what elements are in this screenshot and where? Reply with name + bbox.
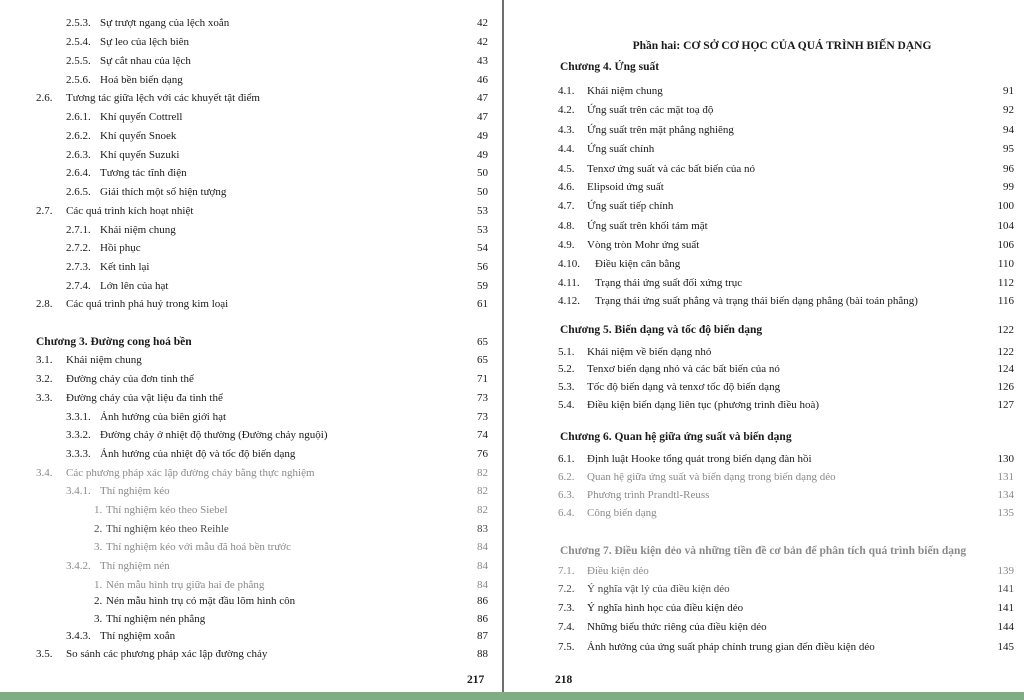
section-title: Đường chảy ở nhiệt độ thường (Đường chảy nguội) bbox=[100, 429, 328, 441]
page-reference: 73 bbox=[477, 392, 488, 404]
section-title: Những biểu thức riêng của điều kiện dẻo bbox=[587, 621, 767, 633]
page-reference: 42 bbox=[477, 36, 488, 48]
section-number: 2.6. bbox=[36, 92, 53, 104]
section-number: 3.3.1. bbox=[66, 411, 91, 423]
toc-entry bbox=[0, 557, 503, 575]
toc-entry bbox=[505, 178, 1024, 196]
toc-entry bbox=[505, 274, 1024, 292]
section-title: Ý nghĩa vật lý của điều kiện dẻo bbox=[587, 583, 730, 595]
section-number: 3.3.3. bbox=[66, 448, 91, 460]
bottom-edge-band bbox=[0, 692, 1024, 700]
section-number: 3.4.2. bbox=[66, 560, 91, 572]
section-number: 6.2. bbox=[558, 471, 575, 483]
toc-entry bbox=[0, 183, 503, 201]
section-title: Nén mẫu hình trụ giữa hai đe phẳng bbox=[106, 579, 265, 591]
toc-entry bbox=[0, 445, 503, 463]
page-reference: 46 bbox=[477, 74, 488, 86]
section-number: 1. bbox=[94, 504, 103, 516]
section-title: Lớn lên của hạt bbox=[100, 280, 169, 292]
section-title: Đường chảy của vật liệu đa tinh thể bbox=[66, 392, 223, 404]
section-title: Hoá bền biến dạng bbox=[100, 74, 183, 86]
page-reference: 131 bbox=[997, 471, 1014, 483]
section-title: Tương tác tĩnh điện bbox=[100, 167, 187, 179]
page-reference: 96 bbox=[1003, 163, 1014, 175]
toc-entry bbox=[505, 360, 1024, 378]
chapter-title: Chương 7. Điều kiện dẻo và những tiền đề cơ bản để phân tích quá trình biến dạng bbox=[560, 545, 967, 557]
section-title: Tenxơ biến dạng nhỏ và các bất biến của nó bbox=[587, 363, 780, 375]
section-number: 2.6.3. bbox=[66, 149, 91, 161]
section-title: Ứng suất trên mặt phẳng nghiêng bbox=[587, 124, 734, 136]
toc-entry bbox=[0, 627, 503, 645]
section-number: 2.5.3. bbox=[66, 17, 91, 29]
page-reference: 84 bbox=[477, 541, 488, 553]
chapter-title: Chương 3. Đường cong hoá bền bbox=[36, 336, 192, 348]
toc-entry bbox=[0, 127, 503, 145]
toc-entry bbox=[505, 504, 1024, 522]
section-number: 3.3. bbox=[36, 392, 53, 404]
section-number: 5.4. bbox=[558, 399, 575, 411]
page-reference: 82 bbox=[477, 485, 488, 497]
toc-entry bbox=[505, 343, 1024, 361]
page-reference: 92 bbox=[1003, 104, 1014, 116]
page-reference: 124 bbox=[997, 363, 1014, 375]
section-number: 2.7. bbox=[36, 205, 53, 217]
section-number: 2.6.1. bbox=[66, 111, 91, 123]
right-page bbox=[505, 0, 1024, 692]
toc-entry bbox=[505, 468, 1024, 486]
toc-entry bbox=[505, 160, 1024, 178]
section-number: 3.4.3. bbox=[66, 630, 91, 642]
page-reference: 82 bbox=[477, 504, 488, 516]
page-reference: 83 bbox=[477, 523, 488, 535]
toc-entry bbox=[505, 292, 1024, 310]
section-number: 7.4. bbox=[558, 621, 575, 633]
section-number: 4.8. bbox=[558, 220, 575, 232]
toc-entry bbox=[505, 580, 1024, 598]
page-reference: 50 bbox=[477, 167, 488, 179]
toc-entry bbox=[0, 89, 503, 107]
page-reference: 76 bbox=[477, 448, 488, 460]
section-number: 2.5.5. bbox=[66, 55, 91, 67]
toc-entry bbox=[0, 202, 503, 220]
page-reference: 56 bbox=[477, 261, 488, 273]
toc-entry bbox=[505, 217, 1024, 235]
section-number: 4.7. bbox=[558, 200, 575, 212]
toc-entry bbox=[0, 592, 503, 610]
toc-entry bbox=[505, 236, 1024, 254]
toc-entry bbox=[505, 101, 1024, 119]
toc-entry bbox=[0, 146, 503, 164]
section-title: Điều kiện cân bằng bbox=[595, 258, 681, 270]
section-title: Tenxơ ứng suất và các bất biến của nó bbox=[587, 163, 756, 175]
section-number: 2.6.2. bbox=[66, 130, 91, 142]
section-number: 2.5.6. bbox=[66, 74, 91, 86]
toc-entry bbox=[0, 538, 503, 556]
toc-entry bbox=[0, 426, 503, 444]
section-title: Thí nghiệm kéo với mẫu đã hoá bền trước bbox=[106, 541, 291, 553]
section-title: Khái niệm chung bbox=[100, 224, 176, 236]
toc-entry bbox=[505, 486, 1024, 504]
section-title: Sự trượt ngang của lệch xoắn bbox=[100, 17, 230, 29]
page-reference: 71 bbox=[477, 373, 488, 385]
section-title: Thí nghiệm kéo theo Reihle bbox=[106, 523, 229, 535]
page-reference: 126 bbox=[997, 381, 1014, 393]
toc-entry bbox=[0, 295, 503, 313]
section-number: 3.2. bbox=[36, 373, 53, 385]
section-number: 3. bbox=[94, 541, 103, 553]
section-title: Nén mẫu hình trụ có mặt đầu lõm hình côn bbox=[106, 595, 296, 607]
toc-entry bbox=[0, 164, 503, 182]
toc-entry bbox=[505, 396, 1024, 414]
page-reference: 144 bbox=[997, 621, 1014, 633]
toc-entry bbox=[0, 258, 503, 276]
toc-entry bbox=[0, 408, 503, 426]
page-reference: 122 bbox=[997, 324, 1014, 336]
section-number: 5.3. bbox=[558, 381, 575, 393]
section-title: Ứng suất trên khối tám mặt bbox=[587, 220, 708, 232]
section-number: 3.4. bbox=[36, 467, 53, 479]
page-reference: 95 bbox=[1003, 143, 1014, 155]
section-number: 2.8. bbox=[36, 298, 53, 310]
page-reference: 94 bbox=[1003, 124, 1014, 136]
section-title: Ứng suất tiếp chính bbox=[587, 200, 674, 212]
page-reference: 84 bbox=[477, 560, 488, 572]
section-number: 4.3. bbox=[558, 124, 575, 136]
section-title: Ảnh hưởng của biên giới hạt bbox=[100, 411, 227, 423]
page-reference: 106 bbox=[997, 239, 1014, 251]
toc-entry bbox=[0, 464, 503, 482]
section-number: 2.6.4. bbox=[66, 167, 91, 179]
toc-entry bbox=[0, 277, 503, 295]
section-title: Ứng suất trên các mặt toạ độ bbox=[587, 104, 714, 116]
section-number: 3.4.1. bbox=[66, 485, 91, 497]
toc-entry bbox=[0, 501, 503, 519]
section-number: 3. bbox=[94, 613, 103, 625]
page-reference: 54 bbox=[477, 242, 488, 254]
toc-entry bbox=[0, 351, 503, 369]
section-title: Ứng suất chính bbox=[587, 143, 655, 155]
section-number: 6.1. bbox=[558, 453, 575, 465]
toc-entry bbox=[505, 450, 1024, 468]
section-title: Đường chảy của đơn tinh thể bbox=[66, 373, 194, 385]
section-title: Giải thích một số hiện tượng bbox=[100, 186, 227, 198]
section-number: 2.7.4. bbox=[66, 280, 91, 292]
toc-chapter-heading bbox=[505, 428, 1024, 446]
page-reference: 88 bbox=[477, 648, 488, 660]
section-title: Hồi phục bbox=[100, 242, 141, 254]
section-number: 2.7.2. bbox=[66, 242, 91, 254]
page-reference: 145 bbox=[997, 641, 1014, 653]
toc-chapter-heading bbox=[0, 333, 503, 351]
section-number: 2. bbox=[94, 595, 103, 607]
page-reference: 73 bbox=[477, 411, 488, 423]
page-reference: 110 bbox=[997, 258, 1014, 270]
page-reference: 91 bbox=[1003, 85, 1014, 97]
section-title: Quan hệ giữa ứng suất và biến dạng trong biến dạng dẻo bbox=[587, 471, 836, 483]
page-reference: 65 bbox=[477, 354, 488, 366]
section-number: 4.5. bbox=[558, 163, 575, 175]
page-reference: 53 bbox=[477, 224, 488, 236]
page-reference: 112 bbox=[997, 277, 1014, 289]
section-title: Khí quyển Suzuki bbox=[100, 149, 180, 161]
page-reference: 99 bbox=[1003, 181, 1014, 193]
page-reference: 47 bbox=[477, 92, 488, 104]
toc-entry bbox=[0, 14, 503, 32]
page-reference: 86 bbox=[477, 613, 488, 625]
page-reference: 104 bbox=[997, 220, 1014, 232]
section-title: Elipsoid ứng suất bbox=[587, 181, 664, 193]
page-number-right: 218 bbox=[555, 674, 573, 686]
page-reference: 135 bbox=[997, 507, 1014, 519]
page-reference: 134 bbox=[997, 489, 1014, 501]
chapter-title: Chương 5. Biến dạng và tốc độ biến dạng bbox=[560, 324, 763, 336]
section-title: Trạng thái ứng suất đối xứng trục bbox=[595, 277, 743, 289]
section-number: 5.2. bbox=[558, 363, 575, 375]
toc-chapter-heading bbox=[505, 542, 1024, 560]
section-number: 6.3. bbox=[558, 489, 575, 501]
section-title: Các phương pháp xác lập đường chảy bằng thực nghiệm bbox=[66, 467, 315, 479]
section-title: Các quá trình kích hoạt nhiệt bbox=[66, 205, 194, 217]
toc-entry bbox=[505, 378, 1024, 396]
section-number: 4.6. bbox=[558, 181, 575, 193]
section-title: Thí nghiệm kéo theo Siebel bbox=[106, 504, 228, 516]
section-title: Phương trình Prandtl-Reuss bbox=[587, 489, 710, 501]
section-number: 4.4. bbox=[558, 143, 575, 155]
section-title: Công biến dạng bbox=[587, 507, 657, 519]
section-title: Điều kiện dẻo bbox=[587, 565, 649, 577]
page-reference: 116 bbox=[997, 295, 1014, 307]
toc-entry bbox=[0, 520, 503, 538]
page-reference: 130 bbox=[997, 453, 1014, 465]
page-reference: 53 bbox=[477, 205, 488, 217]
section-title: Sự leo của lệch biên bbox=[100, 36, 190, 48]
section-number: 3.3.2. bbox=[66, 429, 91, 441]
section-number: 4.9. bbox=[558, 239, 575, 251]
section-title: Khái niệm về biến dạng nhỏ bbox=[587, 346, 712, 358]
section-title: So sánh các phương pháp xác lập đường chảy bbox=[66, 648, 268, 660]
section-number: 2.7.3. bbox=[66, 261, 91, 273]
page-reference: 49 bbox=[477, 130, 488, 142]
toc-entry bbox=[505, 638, 1024, 656]
page-reference: 49 bbox=[477, 149, 488, 161]
section-title: Điều kiện biến dạng liên tục (phương trình điều hoà) bbox=[587, 399, 820, 411]
toc-entry bbox=[0, 370, 503, 388]
page-reference: 42 bbox=[477, 17, 488, 29]
page-reference: 47 bbox=[477, 111, 488, 123]
section-number: 7.2. bbox=[558, 583, 575, 595]
section-title: Các quá trình phá huỷ trong kim loại bbox=[66, 298, 229, 310]
toc-entry bbox=[0, 108, 503, 126]
toc-entry bbox=[0, 239, 503, 257]
left-page bbox=[0, 0, 503, 692]
section-title: Tương tác giữa lệch với các khuyết tật điểm bbox=[66, 92, 260, 104]
section-number: 3.5. bbox=[36, 648, 53, 660]
section-title: Sự cắt nhau của lệch bbox=[100, 55, 191, 67]
page-reference: 74 bbox=[477, 429, 488, 441]
section-number: 4.11. bbox=[558, 277, 580, 289]
page-reference: 122 bbox=[997, 346, 1014, 358]
page-reference: 139 bbox=[997, 565, 1014, 577]
section-number: 7.5. bbox=[558, 641, 575, 653]
toc-entry bbox=[505, 140, 1024, 158]
section-number: 2. bbox=[94, 523, 103, 535]
book-spine bbox=[502, 0, 504, 692]
page-reference: 84 bbox=[477, 579, 488, 591]
section-number: 2.5.4. bbox=[66, 36, 91, 48]
toc-entry bbox=[505, 599, 1024, 617]
page-reference: 59 bbox=[477, 280, 488, 292]
section-title: Vòng tròn Mohr ứng suất bbox=[587, 239, 700, 251]
section-number: 2.7.1. bbox=[66, 224, 91, 236]
toc-entry bbox=[0, 482, 503, 500]
page-reference: 50 bbox=[477, 186, 488, 198]
page-reference: 141 bbox=[997, 583, 1014, 595]
page-reference: 82 bbox=[477, 467, 488, 479]
section-number: 4.10. bbox=[558, 258, 580, 270]
toc-entry bbox=[505, 562, 1024, 580]
toc-chapter-heading bbox=[505, 58, 1024, 76]
page-reference: 100 bbox=[997, 200, 1014, 212]
section-title: Kết tinh lại bbox=[100, 261, 150, 273]
toc-entry bbox=[505, 82, 1024, 100]
section-number: 3.1. bbox=[36, 354, 53, 366]
section-number: 7.1. bbox=[558, 565, 575, 577]
section-number: 4.12. bbox=[558, 295, 580, 307]
toc-entry bbox=[0, 52, 503, 70]
page-reference: 65 bbox=[477, 336, 488, 348]
section-title: Ảnh hưởng của nhiệt độ và tốc độ biến dạng bbox=[100, 448, 296, 460]
section-title: Khái niệm chung bbox=[66, 354, 142, 366]
toc-entry bbox=[0, 645, 503, 663]
page-number-left: 217 bbox=[467, 674, 485, 686]
section-title: Ảnh hưởng của ứng suất pháp chính trung gian đến điều kiện dẻo bbox=[587, 641, 875, 653]
page-reference: 43 bbox=[477, 55, 488, 67]
part-title: Phần hai: CƠ SỞ CƠ HỌC CỦA QUÁ TRÌNH BIẾN DẠNG bbox=[632, 40, 932, 52]
section-number: 1. bbox=[94, 579, 103, 591]
toc-entry bbox=[0, 389, 503, 407]
section-title: Trạng thái ứng suất phẳng và trạng thái biến dạng phẳng (bài toán phẳng) bbox=[595, 295, 918, 307]
section-number: 2.6.5. bbox=[66, 186, 91, 198]
section-title: Khí quyển Snoek bbox=[100, 130, 177, 142]
section-title: Thí nghiệm nén bbox=[100, 560, 170, 572]
section-number: 4.2. bbox=[558, 104, 575, 116]
chapter-title: Chương 6. Quan hệ giữa ứng suất và biến dạng bbox=[560, 431, 792, 443]
section-title: Ý nghĩa hình học của điều kiện dẻo bbox=[587, 602, 744, 614]
section-number: 6.4. bbox=[558, 507, 575, 519]
page-reference: 61 bbox=[477, 298, 488, 310]
section-title: Thí nghiệm kéo bbox=[100, 485, 170, 497]
chapter-title: Chương 4. Ứng suất bbox=[560, 61, 660, 73]
page-reference: 87 bbox=[477, 630, 488, 642]
toc-entry bbox=[0, 221, 503, 239]
page-reference: 141 bbox=[997, 602, 1014, 614]
section-title: Tốc độ biến dạng và tenxơ tốc độ biến dạng bbox=[587, 381, 781, 393]
section-number: 7.3. bbox=[558, 602, 575, 614]
section-title: Định luật Hooke tổng quát trong biến dạng đàn hồi bbox=[587, 453, 812, 465]
toc-entry bbox=[505, 255, 1024, 273]
section-title: Thí nghiệm nén phẳng bbox=[106, 613, 206, 625]
section-title: Thí nghiệm xoắn bbox=[100, 630, 176, 642]
toc-chapter-heading bbox=[505, 321, 1024, 339]
page-reference: 86 bbox=[477, 595, 488, 607]
section-number: 5.1. bbox=[558, 346, 575, 358]
section-title: Khí quyển Cottrell bbox=[100, 111, 183, 123]
section-title: Khái niệm chung bbox=[587, 85, 663, 97]
toc-entry bbox=[0, 610, 503, 628]
toc-entry bbox=[0, 33, 503, 51]
page-reference: 127 bbox=[997, 399, 1014, 411]
section-number: 4.1. bbox=[558, 85, 575, 97]
toc-entry bbox=[0, 71, 503, 89]
toc-entry bbox=[505, 121, 1024, 139]
toc-entry bbox=[505, 197, 1024, 215]
toc-entry bbox=[505, 618, 1024, 636]
